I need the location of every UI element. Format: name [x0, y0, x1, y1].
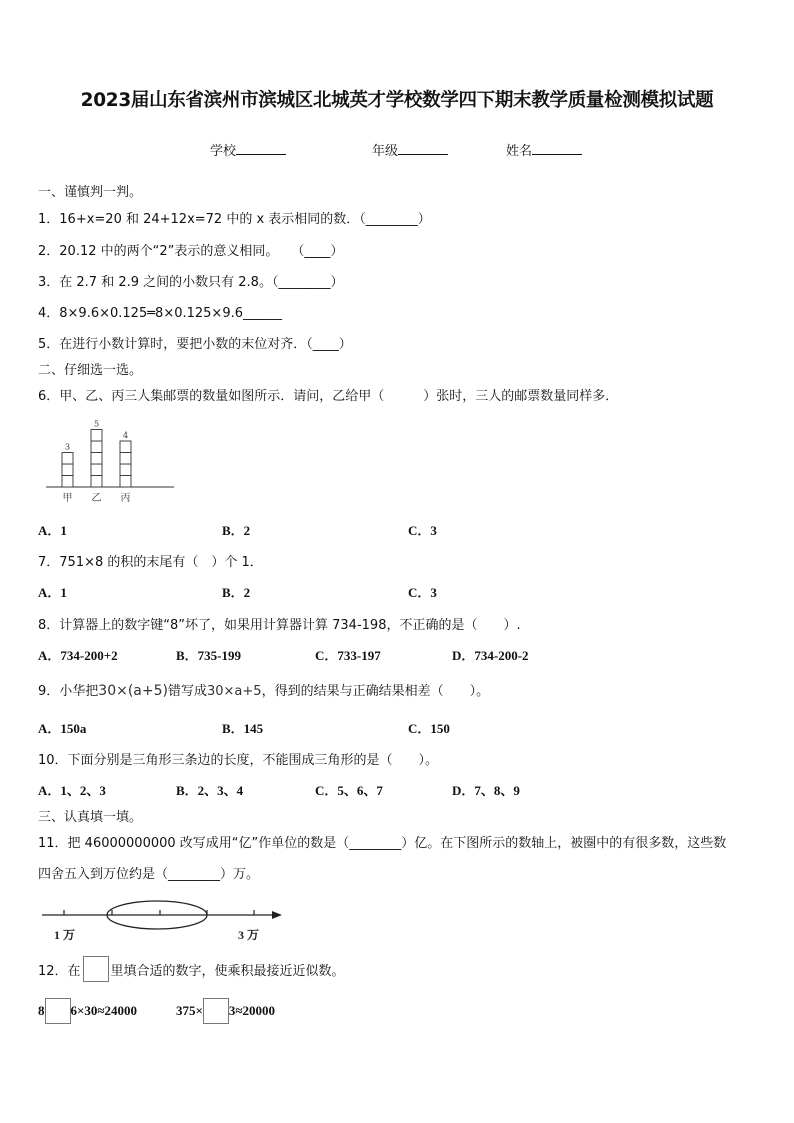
q10-option-b[interactable]: B．2、3、4 [176, 783, 244, 798]
stamp-cell [62, 464, 73, 476]
answer-box[interactable] [203, 998, 229, 1024]
number-line-figure [36, 896, 292, 946]
bar-value-label: 5 [93, 419, 100, 429]
q12-item-1-suffix: 6×30≈24000 [70, 1003, 138, 1018]
bar-value-label: 3 [64, 442, 71, 452]
section-heading: 二、仔细选一选。 [38, 363, 143, 378]
stamp-cell [91, 476, 102, 488]
q10-option-a[interactable]: A．1、2、3 [38, 783, 106, 798]
bar-category-label: 丙 [120, 493, 131, 504]
q6-option-b[interactable]: B．2 [222, 523, 251, 538]
question-6: 6．甲、乙、丙三人集邮票的数量如图所示．请问，乙给甲（ ）张时，三人的邮票数量同样多． [38, 389, 619, 404]
section-heading: 一、谨慎判一判。 [38, 185, 143, 200]
right-label: 3 万 [238, 928, 260, 942]
stamp-cell [120, 464, 131, 476]
question-7: 7．751×8 的积的末尾有（ ）个 1． [38, 555, 263, 570]
stamp-cell [62, 476, 73, 488]
grade-label: 年级 [372, 144, 399, 159]
bar-category-label: 乙 [91, 493, 102, 504]
page-title: 2023届山东省滨州市滨城区北城英才学校数学四下期末教学质量检测模拟试题 [80, 90, 714, 111]
q9-prefix: 9．小华把 [38, 684, 99, 699]
q8-option-b[interactable]: B．735-199 [176, 648, 242, 663]
q7-option-b[interactable]: B．2 [222, 585, 251, 600]
q9-suffix: ，得到的结果与正确结果相差（ ）。 [261, 684, 490, 699]
q9-expression-wrong: 30×a+5 [206, 684, 262, 699]
question-11-line-2: 四舍五入到万位约是（________）万。 [38, 867, 260, 882]
question-2: 2．20.12 中的两个“2”表示的意义相同。 （____） [38, 244, 344, 259]
bar-category-label: 甲 [62, 493, 73, 504]
question-10: 10．下面分别是三角形三条边的长度，不能围成三角形的是（ ）。 [38, 753, 439, 768]
question-3: 3．在 2.7 和 2.9 之间的小数只有 2.8。（________） [38, 275, 344, 290]
stamp-cell [91, 430, 102, 442]
example-box [83, 956, 109, 982]
q12-item-1 [38, 998, 137, 1024]
stamp-cell [120, 476, 131, 488]
q7-option-a[interactable]: A．1 [38, 585, 67, 600]
school-label: 学校 [210, 144, 237, 159]
school-field [210, 140, 286, 159]
question-5: 5．在进行小数计算时，要把小数的末位对齐．（____） [38, 337, 352, 352]
stamp-cell [91, 464, 102, 476]
section-heading: 三、认真填一填。 [38, 810, 143, 825]
answer-box[interactable] [45, 998, 71, 1024]
question-8: 8．计算器上的数字键“8”坏了，如果用计算器计算 734-198，不正确的是（ ）. [38, 618, 521, 633]
question-9 [38, 680, 489, 699]
stamp-cell [62, 453, 73, 465]
q8-option-c[interactable]: C．733-197 [315, 648, 381, 663]
q10-option-d[interactable]: D．7、8、9 [452, 783, 520, 798]
left-label: 1 万 [54, 928, 76, 942]
grade-blank[interactable] [398, 142, 448, 155]
name-field [506, 140, 582, 159]
grade-field [372, 140, 448, 159]
q9-option-c[interactable]: C．150 [408, 721, 450, 736]
school-blank[interactable] [236, 142, 286, 155]
stamp-cell [91, 441, 102, 453]
question-4: 4．8×9.6×0.125═8×0.125×9.6______ [38, 306, 282, 321]
q8-option-d[interactable]: D．734-200-2 [452, 648, 529, 663]
q6-option-c[interactable]: C．3 [408, 523, 437, 538]
arrow-head-icon [272, 911, 282, 919]
stamp-cell [91, 453, 102, 465]
q12-prefix: 12．在 [38, 963, 81, 979]
q6-option-a[interactable]: A．1 [38, 523, 67, 538]
question-11-line-1: 11．把 46000000000 改写成用“亿”作单位的数是（________）亿。在下图所示的数轴上，被圈中的有很多数，这些数 [38, 836, 727, 851]
stamp-cell [120, 441, 131, 453]
stamp-figure [40, 412, 180, 507]
q12-item-1-prefix: 8 [38, 1003, 45, 1018]
q12-suffix: 里填合适的数字，使乘积最接近近似数。 [110, 963, 345, 979]
name-label: 姓名 [506, 144, 533, 159]
question-12 [38, 956, 345, 982]
q9-option-b[interactable]: B．145 [222, 721, 264, 736]
q9-option-a[interactable]: A．150a [38, 721, 87, 736]
stamp-cell [120, 453, 131, 465]
q9-middle: 错写成 [167, 684, 207, 699]
q12-item-2 [176, 998, 275, 1024]
name-blank[interactable] [532, 142, 582, 155]
q9-expression-correct: 30×(a+5) [98, 683, 168, 699]
q12-item-2-suffix: 3≈20000 [228, 1003, 276, 1018]
question-1: 1．16+x=20 和 24+12x=72 中的 x 表示相同的数．（________） [38, 212, 431, 227]
q10-option-c[interactable]: C．5、6、7 [315, 783, 383, 798]
q7-option-c[interactable]: C．3 [408, 585, 437, 600]
q12-item-2-prefix: 375× [176, 1003, 203, 1018]
q8-option-a[interactable]: A．734-200+2 [38, 648, 118, 663]
bar-value-label: 4 [122, 431, 129, 440]
